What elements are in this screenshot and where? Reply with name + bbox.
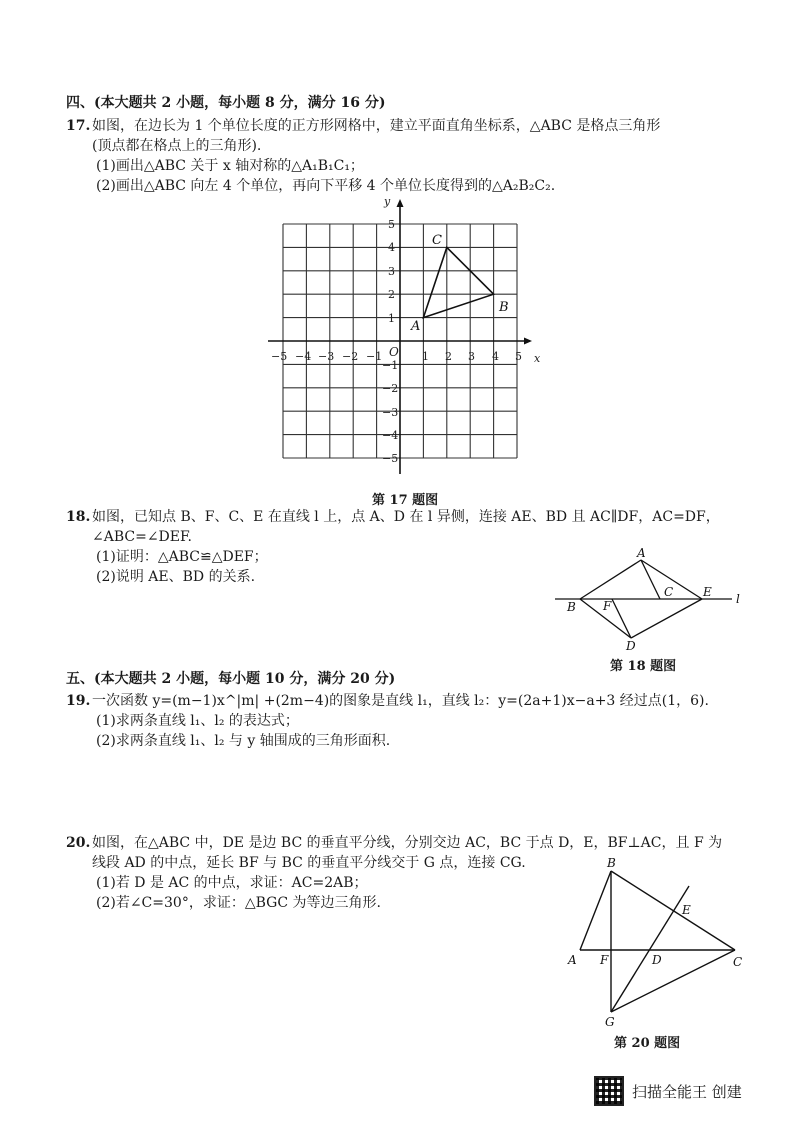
q19-part2: (2)求两条直线 l₁、l₂ 与 y 轴围成的三角形面积. [96,733,391,749]
q20-label-B: B [607,856,616,870]
section-5-heading: 五、(本大题共 2 小题，每小题 10 分，满分 20 分) [66,671,396,687]
qr-code-icon [594,1076,624,1106]
q17-x-tick: 2 [445,350,452,363]
q17-y-tick: 4 [388,241,395,254]
q17-part2: (2)画出△ABC 向左 4 个单位，再向下平移 4 个单位长度得到的△A₂B₂C₂. [96,178,556,194]
q17-x-tick: 3 [468,350,475,363]
q17-x-axis-label: x [534,352,541,365]
q17-y-tick: 3 [388,265,395,278]
q20-label-E: E [682,903,691,917]
q17-line1: 如图，在边长为 1 个单位长度的正方形网格中，建立平面直角坐标系，△ABC 是格点三角形 [92,118,661,134]
q17-x-tick: 4 [492,350,499,363]
q20-line2: 线段 AD 的中点，延长 BF 与 BC 的垂直平分线交于 G 点，连接 CG. [92,855,526,871]
q20-part1: (1)若 D 是 AC 的中点，求证：AC=2AB； [96,875,368,891]
q17-x-tick: −2 [342,350,359,363]
q17-point-A: A [411,319,421,334]
q20-label-C: C [733,955,743,969]
q18-part1: (1)证明：△ABC≌△DEF； [96,549,268,565]
q17-x-tick: −1 [366,350,383,363]
q17-line2: (顶点都在格点上的三角形). [92,138,262,154]
q18-label-l: l [736,592,740,606]
q17-y-tick: 5 [388,218,395,231]
q17-point-B: B [499,300,509,315]
q17-y-tick: −5 [382,452,399,465]
q17-y-tick: 1 [388,312,395,325]
q20-figure [560,855,760,1030]
q20-label-G: G [605,1015,615,1029]
q17-x-tick: −4 [295,350,312,363]
q19-number: 19. [66,693,91,709]
q20-label-F: F [600,953,609,967]
q18-figure [550,545,750,655]
q18-label-D: D [626,639,636,653]
q17-x-tick: −3 [318,350,335,363]
q18-label-E: E [703,585,712,599]
q17-y-tick: −3 [382,406,399,419]
q18-part2: (2)说明 AE、BD 的关系. [96,569,256,585]
q20-label-D: D [652,953,662,967]
q17-y-tick: −4 [382,429,399,442]
q17-part1: (1)画出△ABC 关于 x 轴对称的△A₁B₁C₁； [96,158,364,174]
q20-number: 20. [66,835,91,851]
q19-line1: 一次函数 y=(m−1)x^|m| +(2m−4)的图象是直线 l₁，直线 l₂：y=(2a+1)x−a+3 经过点(1，6). [92,693,709,709]
q18-number: 18. [66,509,91,525]
q17-y-tick: −1 [382,359,399,372]
q17-caption: 第 17 题图 [372,493,439,508]
q20-label-A: A [568,953,577,967]
q20-caption: 第 20 题图 [614,1036,681,1051]
q18-label-C: C [664,585,674,599]
q18-line2: ∠ABC=∠DEF. [92,529,192,545]
q17-x-tick: 5 [515,350,522,363]
scanner-text: 扫描全能王 创建 [632,1082,742,1101]
q17-x-tick: 1 [422,350,429,363]
q17-y-tick: 2 [388,288,395,301]
q18-label-B: B [567,600,576,614]
q17-x-tick: −5 [271,350,288,363]
q17-point-C: C [432,233,442,248]
q17-coordinate-grid [258,190,558,490]
q18-label-A: A [637,546,646,560]
q17-y-tick: −2 [382,382,399,395]
section-4-heading: 四、(本大题共 2 小题，每小题 8 分，满分 16 分) [66,95,386,111]
q17-y-axis-label: y [384,195,391,208]
q19-part1: (1)求两条直线 l₁、l₂ 的表达式； [96,713,299,729]
q20-line1: 如图，在△ABC 中，DE 是边 BC 的垂直平分线，分别交边 AC，BC 于点 D，E，BF⊥AC，且 F 为 [92,835,723,851]
q18-caption: 第 18 题图 [610,659,677,674]
q18-line1: 如图，已知点 B、F、C、E 在直线 l 上，点 A、D 在 l 异侧，连接 AE、BD 且 AC∥DF，AC=DF， [92,509,720,525]
q18-label-F: F [603,599,612,613]
q17-number: 17. [66,118,91,134]
scanner-watermark [594,1076,742,1106]
q20-part2: (2)若∠C=30°，求证：△BGC 为等边三角形. [96,895,381,911]
q17-origin-label: O [389,345,399,359]
